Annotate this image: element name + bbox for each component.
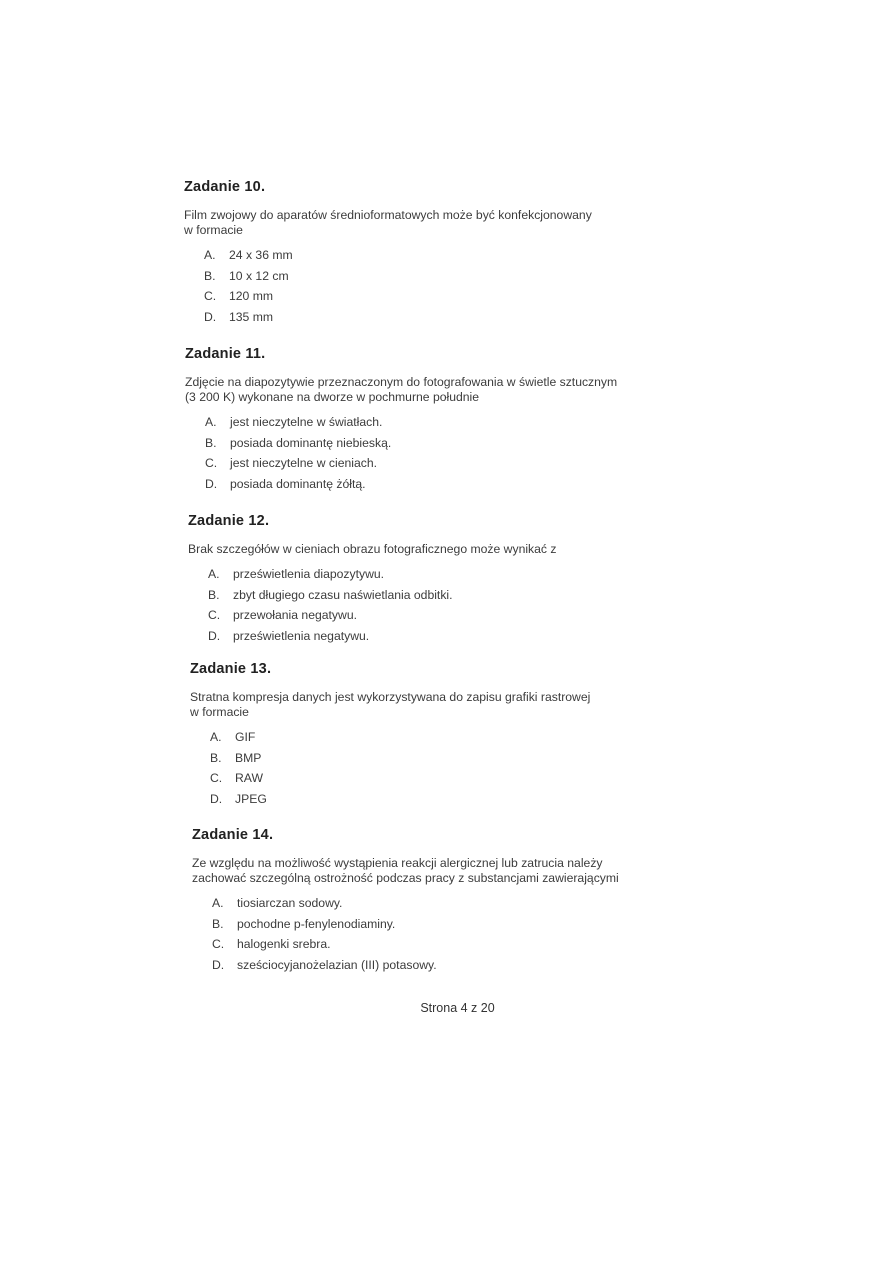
answer-text: RAW [235, 771, 263, 785]
answer-option [210, 748, 712, 769]
answer-option [210, 789, 712, 810]
answer-letter: D. [210, 791, 223, 806]
answer-text: tiosiarczan sodowy. [237, 896, 343, 910]
answer-option [205, 433, 720, 454]
answer-option [208, 626, 718, 647]
task-12 [188, 513, 718, 646]
answer-text: 135 mm [229, 309, 274, 324]
task-title: Zadanie 11. [185, 346, 266, 362]
answer-letter: A. [205, 415, 217, 429]
task-11 [185, 346, 720, 494]
answer-option [204, 266, 719, 287]
answer-option [205, 474, 720, 495]
answer-list [184, 245, 719, 327]
answer-letter: A. [208, 567, 220, 581]
answer-letter: B. [204, 268, 216, 283]
page-number: Strona 4 z 20 [420, 1001, 495, 1015]
answer-text: jest nieczytelne w światłach. [230, 415, 383, 429]
answer-option [212, 934, 715, 955]
task-question-line: (3 200 K) wykonane na dworze w pochmurne południe [185, 390, 480, 404]
task-title: Zadanie 13. [190, 661, 272, 677]
answer-text: posiada dominantę żółtą. [230, 476, 366, 491]
answer-text: przewołania negatywu. [233, 608, 357, 622]
task-title: Zadanie 14. [192, 827, 274, 843]
task-13 [190, 661, 712, 809]
task-title: Zadanie 10. [184, 179, 266, 195]
answer-option [204, 286, 719, 307]
answer-text: halogenki srebra. [237, 937, 331, 951]
answer-text: BMP [235, 750, 262, 765]
answer-option [205, 412, 720, 433]
answer-letter: B. [205, 435, 217, 450]
answer-option [205, 453, 720, 474]
answer-letter: A. [204, 248, 216, 262]
answer-letter: D. [208, 628, 221, 643]
answer-letter: B. [210, 750, 222, 765]
task-question-line: Stratna kompresja danych jest wykorzystywana do zapisu grafiki rastrowej [190, 690, 591, 704]
answer-letter: C. [205, 456, 218, 470]
answer-text: prześwietlenia negatywu. [233, 628, 370, 643]
answer-list [190, 727, 712, 809]
task-title: Zadanie 12. [188, 513, 270, 529]
task-10 [184, 179, 719, 327]
answer-option [212, 955, 715, 976]
task-question-line: Zdjęcie na diapozytywie przeznaczonym do fotografowania w świetle sztucznym [185, 375, 618, 389]
task-question-line: Film zwojowy do aparatów średnioformatowych może być konfekcjonowany [184, 208, 592, 222]
task-14 [192, 827, 715, 975]
answer-letter: D. [205, 476, 218, 491]
answer-letter: D. [204, 309, 217, 324]
page-footer [0, 1001, 893, 1015]
answer-option [208, 564, 718, 585]
task-question-line: Brak szczegółów w cieniach obrazu fotograficznego może wynikać z [188, 542, 557, 556]
answer-letter: C. [212, 937, 225, 951]
answer-text: jest nieczytelne w cieniach. [230, 456, 377, 470]
answer-text: sześciocyjanożelazian (III) potasowy. [237, 957, 437, 972]
answer-text: zbyt długiego czasu naświetlania odbitki. [233, 587, 453, 602]
task-question-line: Ze względu na możliwość wystąpienia reakcji alergicznej lub zatrucia należy [192, 856, 603, 870]
answer-option [210, 768, 712, 789]
answer-option [212, 893, 715, 914]
answer-letter: B. [208, 587, 220, 602]
answer-text: 10 x 12 cm [229, 268, 289, 283]
task-question-line: zachować szczególną ostrożność podczas pracy z substancjami zawierającymi [192, 871, 619, 885]
answer-letter: A. [212, 896, 224, 910]
answer-option [204, 307, 719, 328]
answer-option [212, 914, 715, 935]
answer-letter: B. [212, 916, 224, 931]
answer-text: JPEG [235, 791, 267, 806]
answer-letter: D. [212, 957, 225, 972]
answer-option [208, 605, 718, 626]
task-question-line: w formacie [184, 223, 243, 237]
answer-text: 120 mm [229, 289, 274, 303]
answer-option [208, 585, 718, 606]
answer-letter: C. [210, 771, 223, 785]
answer-text: prześwietlenia diapozytywu. [233, 567, 385, 581]
answer-text: posiada dominantę niebieską. [230, 435, 392, 450]
answer-list [188, 564, 718, 646]
answer-option [204, 245, 719, 266]
answer-list [192, 893, 715, 975]
answer-list [185, 412, 720, 494]
answer-letter: C. [204, 289, 217, 303]
answer-text: pochodne p-fenylenodiaminy. [237, 916, 396, 931]
answer-letter: A. [210, 730, 222, 744]
answer-text: GIF [235, 730, 256, 744]
answer-option [210, 727, 712, 748]
answer-letter: C. [208, 608, 221, 622]
task-question-line: w formacie [190, 705, 249, 719]
answer-text: 24 x 36 mm [229, 248, 293, 262]
